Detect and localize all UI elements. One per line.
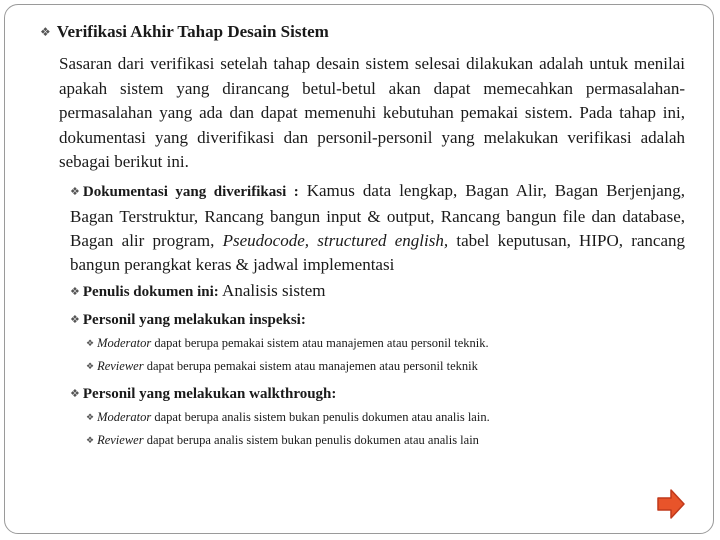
sub-item-walkthrough-reviewer (86, 430, 685, 453)
intro-paragraph: Sasaran dari verifikasi setelah tahap desain sistem selesai dilakukan adalah untuk menilai apakah sistem yang dirancang betul-betul akan dapat memecahkan permasalahan-permasalahan yang ada dan dapat memenuhi kebutuhan pemakai sistem. Pada tahap ini, dokumentasi yang diverifikasi dan personil-personil yang melakukan verifikasi adalah sebagai berikut ini. (59, 54, 685, 171)
next-arrow-icon[interactable] (656, 488, 686, 520)
diamond-bullet-icon: ❖ (40, 25, 51, 39)
item-label: Personil yang melakukan inspeksi: (82, 311, 306, 328)
diamond-bullet-icon: ❖ (70, 184, 80, 198)
diamond-bullet-icon: ❖ (70, 386, 80, 400)
sub-item-inspeksi-reviewer (86, 356, 685, 379)
diamond-bullet-icon: ❖ (70, 312, 80, 326)
slide-content (40, 22, 685, 453)
item-dokumentasi (70, 179, 685, 277)
item-text: Kamus data lengkap, Bagan Alir, Bagan Berjenjang, Bagan Terstruktur, Rancang bangun input & output, Rancang bangun file dan database, Bagan alir program, (70, 180, 685, 250)
item-label: Penulis dokumen ini: (82, 283, 219, 300)
item-text-italic: Pseudocode, structured english, (222, 230, 449, 250)
sub-item-role: Moderator (97, 335, 152, 350)
item-text: Analisis sistem (218, 280, 326, 300)
item-label: Personil yang melakukan walkthrough: (82, 385, 337, 402)
diamond-bullet-icon: ❖ (86, 361, 95, 372)
diamond-bullet-icon: ❖ (86, 338, 95, 349)
sub-item-text: dapat berupa pemakai sistem atau manajemen atau personil teknik. (151, 335, 489, 350)
item-text: tabel keputusan, HIPO, rancang bangun perangkat keras & jadwal implementasi (70, 230, 686, 274)
item-penulis (70, 279, 685, 305)
sub-item-text: dapat berupa analis sistem bukan penulis dokumen atau analis lain (143, 432, 479, 447)
sub-item-walkthrough-moderator (86, 407, 685, 430)
sub-item-inspeksi-moderator (86, 333, 685, 356)
item-label: Dokumentasi yang diverifikasi : (82, 183, 299, 200)
slide-title: Verifikasi Akhir Tahap Desain Sistem (56, 22, 329, 41)
slide-title-row (40, 22, 685, 42)
diamond-bullet-icon: ❖ (86, 435, 95, 446)
sub-item-role: Moderator (97, 409, 152, 424)
item-inspeksi (70, 307, 685, 333)
diamond-bullet-icon: ❖ (70, 284, 80, 298)
sub-item-text: dapat berupa analis sistem bukan penulis dokumen atau analis lain. (151, 409, 490, 424)
sub-item-role: Reviewer (97, 432, 144, 447)
sub-item-role: Reviewer (97, 358, 144, 373)
item-walkthrough (70, 381, 685, 407)
sub-item-text: dapat berupa pemakai sistem atau manajemen atau personil teknik (143, 358, 478, 373)
diamond-bullet-icon: ❖ (86, 412, 95, 423)
